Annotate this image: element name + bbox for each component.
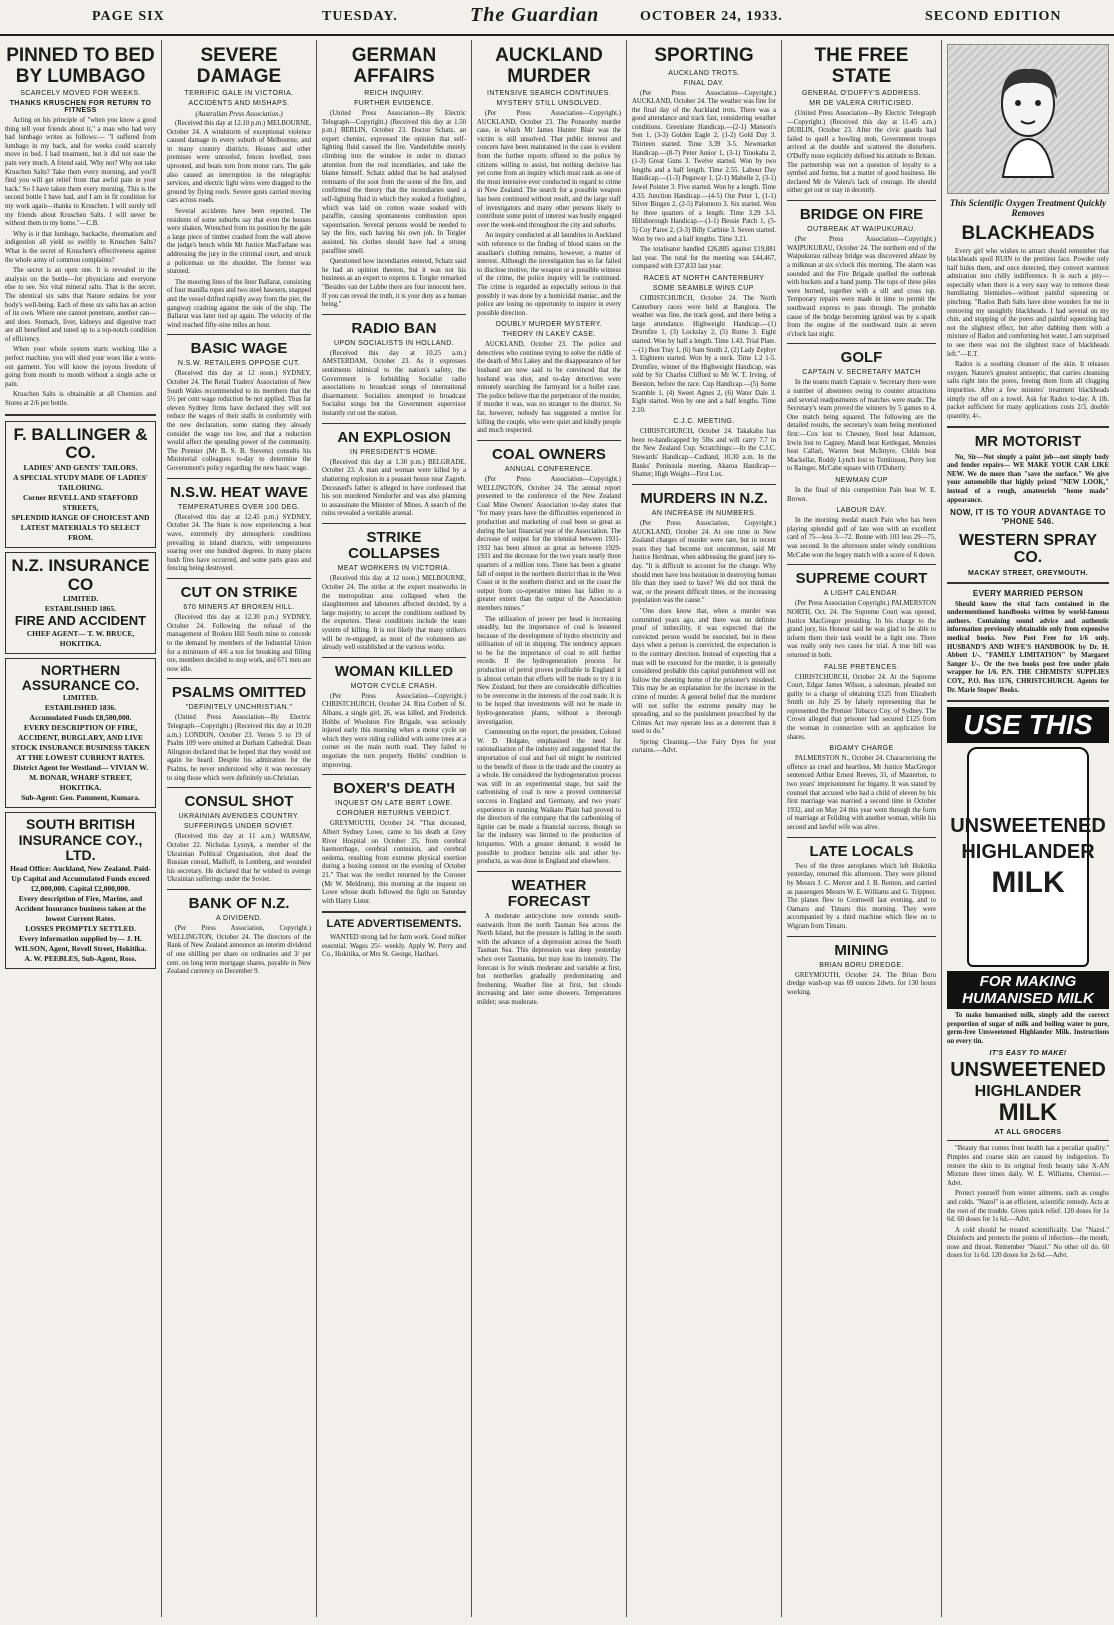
article-text: "One does know that, when a murder was committed years ago, and there was no definite proof of imbecility, it was expected that the convicted person would be executed, but in these days when a person is convicted, the expectation is to the contrary direction. Instead of expecting that a man will be executed for the murder, it is generally considered probable this capital punishment will not follow the sheeting home of the prisoner's misdeed. This may be an explanation for the increase in the crime of murder. A general belief that the murderer will not suffer the extreme penalty may be spreading, and so the punishment prescribed by the Crimes Act may operate less as a deterrent than it used to do." bbox=[632, 607, 776, 736]
article-text: (United Press Association—By Electric Telegraph—Copyright.) (Received this day at 10.20 a.m.) LONDON, October 23. Verses 5 to 19 of Psalm 109 were omitted at Durham Cathedral. Dean Alington declared that he hoped that they would not again be heard. Despite his admiration for the Psalms, he never understood why it was necessary to sing those which were definitely un-Christian. bbox=[167, 714, 311, 782]
ad-logo: UNSWEETENED bbox=[950, 1058, 1106, 1081]
ad-line: Head Office: Auckland, New Zealand. Paid-Up Capital and Accumulated Funds exceed £2,000,000. Capital £2,000,000. bbox=[10, 863, 151, 893]
subheading: A DIVIDEND. bbox=[215, 915, 263, 923]
ad-title: MR MOTORIST bbox=[974, 433, 1082, 451]
date-label: OCTOBER 24, 1933. bbox=[640, 9, 783, 24]
subheading: INTENSIVE SEARCH CONTINUES. bbox=[487, 90, 611, 98]
ad-address: MACKAY STREET, GREYMOUTH. bbox=[967, 569, 1089, 577]
article-text: (Received this day at 12 noon.) MELBOURNE, October 24. The strike at the export meatworks in the metropolitan area collapsed when the slaughtermen and labourers affected decided, by a large majority, to accept the conditions outlined by the exporters. These conditions include the team system of killing. It is not likely that many strikers will be re-engaged, as most of the volunteers are already well established at the various works. bbox=[322, 575, 466, 652]
article-text: (Per Press Association—Copyright.) AUCKLAND, October 24. The weather was fine for the final day of the Auckland trots. There was a good attendance and track fast, considering weather conditions. Greenlane Handicap.—(2-1) Manson's Son 1, (3-3) Golden Eagle 2, (1-2) Gold Day 3. Thirteen started. Time 3.39 3-5. Newmarket Handicap.—(8-7) Peter Junior 1, (3-1) Tinokaha 2, (1-3) Great Guns 3. Twelve started. Won by two lengths and a half length. Time 2.55. Labour Day Handicap.—(1-3) Pegaway 1, (2-1) Mabelle 2, (3-1) Jewel Pointer 3. Five started. Won by a length. Time 4.33. Junction Handicap.—(4-5) Our Peter 1, (1-1) Silver Bingen 2, (2-5) Palomoro 3. Six started. Won by three quarters of a length. Time 3.29 3-5. Hillsborough Handicap.—(1-1) Bessie Patch 1, (5-5) Coy Paree 2, (3-3) Billy Carbine 3. Seven started. Won by two and a half lengths. Time 3.21. bbox=[632, 89, 776, 243]
ad-line: Every information supplied by— J. H. WILSON, Agent, Revell Street, Hokitika. bbox=[14, 933, 147, 953]
subheading: AUCKLAND TROTS. bbox=[668, 69, 740, 77]
masthead bbox=[0, 0, 1114, 36]
headline: COAL OWNERS bbox=[492, 445, 606, 463]
northern-assurance-ad bbox=[5, 658, 156, 809]
subheading: CORONER RETURNS VERDICT. bbox=[336, 810, 452, 818]
article-text: Two of the three aeroplanes which left Hokitika yesterday, returned this afternoon. They were piloted by Messrs J. C. Mercer and J. B. Renton, and carried as passengers Messrs W. E. Williams and G. Trippner. The planes flew to Cromwell last evening, and to Oamaru and Timaru this morning. They were accompanied by a third machine which flew on to Wigram from Timaru. bbox=[787, 862, 936, 930]
subheading: UPON SOCIALISTS IN HOLLAND. bbox=[333, 339, 455, 347]
headline: SEVERE DAMAGE bbox=[196, 45, 282, 87]
subheading: 670 MINERS AT BROKEN HILL. bbox=[183, 604, 295, 612]
ad-text: Radox is a soothing cleanser of the skin. It releases oxygen. Nature's greatest antiseptic, that carries cleansing salts right into the pores, freeing them from all clogging impurities. After a few minutes' treatment blackheads simply rise off on a towel. Ask for Radox to-day. A 1lb. packet sufficient for many applications costs 2/3, double quantity, 4/-. bbox=[947, 361, 1109, 420]
page-number: PAGE SIX bbox=[92, 9, 165, 24]
ad-text: Every girl who wishes to attract should remember that blackheads spoil RUIN to the prettiest face. Powder only half hides them, and once detected, they convert warmest admiration into chilly indifference. It is such a pity—especially when there is a very easy way to remove these humiliating blemishes—without painful squeezing or pinching. "Radox Bath Salts have done wonders for me in removing my unsightly blackheads. I had several on my chin, and stopping of the pores and painful squeezing had not the slightest effect, but after dabbing them with a mixture of Radox and comforting hot water, I am surprised to see there was not the slightest trace of blackheads left."—E.T. bbox=[947, 247, 1109, 358]
article-text: (Received this day at 10.25 a.m.) AMSTERDAM, October 23. As it expresses sentiments inimical to the nation's safety, the Government is forbidding Socialist radio associations to broadcast songs of international disarmament. Socialists attempted to broadcast Socialist songs but the Government supervisor instantly cut out the station. bbox=[322, 349, 466, 418]
subheading: N.S.W. RETAILERS OPPOSE CUT. bbox=[177, 360, 301, 368]
ad-logo: MILK bbox=[998, 1099, 1058, 1127]
ad-line: LADIES' AND GENTS' TAILORS. bbox=[23, 463, 138, 472]
subheading: CAPTAIN V. SECRETARY MATCH bbox=[802, 369, 921, 377]
headline: AN EXPLOSION bbox=[337, 428, 451, 446]
article-text: Spring Cleaning.—Use Fairy Dyes for your curtains.—Advt. bbox=[632, 738, 776, 755]
woman-portrait-illustration bbox=[947, 44, 1109, 194]
subheading: TEMPERATURES OVER 100 DEG. bbox=[178, 503, 300, 511]
article-text: (Per Press Association—Copyright.) AUCKLAND, October 23. The Ponsonby murder case, in which Mr James Hunter Blair was the victim is still unsolved. That public interest and concern have been maintained in the case is evident from the further reports offered to the police by citizens willing to assist, but nothing decisive has yet come from an inquiry which must rank as one of the most intensive ever conducted in regard to crime in New Zealand. The search for a possible weapon has been continued without result, and the large staff of investigators and many other persons likely to contribute some point of interest was busily engaged over the week-end throughout the city and suburbs. bbox=[477, 110, 621, 229]
headline: RADIO BAN bbox=[351, 319, 437, 337]
use-this-banner: USE THIS bbox=[947, 707, 1109, 743]
ad-line: ESTABLISHED 1865. bbox=[44, 604, 117, 614]
column-7 bbox=[942, 40, 1114, 1617]
subheading: OUTBREAK AT WAIPUKURAU. bbox=[807, 226, 916, 234]
column-4 bbox=[472, 40, 627, 1617]
subheading: REICH INQUIRY. bbox=[364, 90, 424, 98]
article-text: (Per Press Association, Copyright.) AUCKLAND, October 24. At one time in New Zealand charges of murder were rare, but in recent years they had become not uncommon, said Mr Justice Herdman, when addressing the grand jury to-day. "It is difficult to account for the change. Why should men have less hesitation in destroying human life than they used to have? We did not think the war, or the present difficult times, or the increasing population was the cause." bbox=[632, 520, 776, 605]
article-text: The secret is an open one. It is revealed in the analysis on the bottle—for physicians and everyone else to see. Six vital mineral salts. That is the secret. The identical six salts that Nature ordains for your body's well-being. Each of these six salts has an action of its own. Where one cannot penetrate, another can—and does. Stomach, liver, kidneys and digestive tract are all benefited and toned up to a top-notch condition of efficiency. bbox=[5, 267, 156, 343]
newspaper-title: The Guardian bbox=[470, 4, 600, 26]
headline: MURDERS IN N.Z. bbox=[640, 489, 768, 507]
ad-line: Accumulated Funds £8,500,000. bbox=[29, 713, 132, 723]
article-text: (Received this day at 11 a.m.) WARSAW, October 22. Nicholas Lysnyk, a member of the Ukrainian Political Organisation, shot dead the Russian consul, Mailloff, in Lemberg, and wounded his secretary. He declared that he wished to avenge Ukrainian sufferings under the Soviet. bbox=[167, 833, 311, 884]
article-text: The totalisator handled £26,885 against £19,881 last year. The total for the meeting was £44,467, compared with £37,833 last year. bbox=[632, 246, 776, 271]
column-5 bbox=[627, 40, 782, 1617]
article-text: (Received this day at 12 noon.) SYDNEY, October 24. The Retail Traders' Association of New South Wales recommended to its members that the 5½ per cent wage reduction be not applied. Thus far eleven Sydney firms have declared they will not reduce the wages of their staffs in conformity with the new declaration, some stating they already consider the wage too low, and that a reduction would affect the spending power of the community. The Premier (Mr B. S. B. Stevens) consults his Ministerial colleagues to-day to determine the Government's policy regarding the new basic wage. bbox=[167, 370, 311, 472]
ad-text: Protect yourself from winter ailments, such as coughs and colds. "Nazol" is an efficient, scientific remedy. Acts at the root of the trouble. Gives quick relief. 120 doses for 1s 6d. 60 doses for 1s 6d.—Advt. bbox=[947, 1190, 1109, 1224]
headline: GOLF bbox=[840, 349, 883, 367]
ad-phone: NOW, IT IS TO YOUR ADVANTAGE TO 'PHONE 546. bbox=[950, 508, 1106, 527]
subheading: INQUEST ON LATE BERT LOWE. bbox=[335, 800, 453, 808]
article-text: (Per Press Association—Copyright.) CHRISTCHURCH, October 24. Rita Corbett of St. Albans, a single girl, 26, was killed, and Frederick Hobbs of Woolston Fire Brigade, was seriously injured early this morning when a motor cycle on which they were riding collided with some trees at a corner on the main north road. They failed to negotiate the turn properly. Hobbs' condition is improving. bbox=[322, 692, 466, 769]
article-text: AUCKLAND, October 23. The police and detectives who continue trying to solve the riddle of the death of Mrs Lakey and the disappearance of her husband are now said to be convinced that the husband was shot, and to-day detectives were minutely searching the farmyard for a bullet case. The police believe that the perpetrator of the murder, if murder it was, was no stranger to the district. So far, however, nobody has suggested a motive for killing the couple, who were quiet and kindly people and much respected. bbox=[477, 341, 621, 435]
article-text: Why is it that lumbago, backache, rheumatism and indigestion all yield so swiftly to Kruschen Salts? What is the secret of Kruschen's effectiveness against the whole army of common complaints? bbox=[5, 230, 156, 264]
headline: THE FREE STATE bbox=[814, 45, 909, 87]
headline: BOXER'S DEATH bbox=[333, 780, 455, 798]
ad-firm: WESTERN SPRAY CO. bbox=[958, 532, 1098, 567]
ad-title: EVERY MARRIED PERSON bbox=[972, 588, 1084, 598]
article-text: Kruschen Salts is obtainable at all Chemists and Stores at 2/6 per bottle. bbox=[5, 391, 156, 408]
subheading: DOUBLY MURDER MYSTERY. bbox=[495, 321, 603, 329]
headline: GERMAN AFFAIRS bbox=[351, 45, 437, 87]
article-text: (Per Press Association—Copyright.) WAIPUKURAU, October 24. The northern end of the Waipukurau railway bridge was discovered ablaze by a milkman at six o'clock this morning. The alarm was sounded and the Fire Brigade quelled the outbreak with buckets and a hand pump. The tops of three piles were burned, together with a sill and cross top. Temporary repairs were made in time to permit the southward express to pass through. The probable cause of the bridge becoming ignited was by a spark from the engine of the southward train at seven o'clock last night. bbox=[787, 236, 936, 338]
headline: LATE LOCALS bbox=[809, 842, 914, 860]
article-text: In the final of this competition Pain beat W. E. Brown. bbox=[787, 487, 936, 503]
article-text: In the teams match Captain v. Secretary there were a number of absentees owing to counter attractions and several readjustments of matches were made. The Secretary's team proved the winners by 5 games to 4. One match being squared. The following are the detailed results, the secretary's team being mentioned first:—Cox lost to Chesney, Steel beat Adamson, Irwin lost to Cagney, Mandl beat Kettlegast, Menzies beat Callari, Warren beat McIntyre, Childs beat Mackellar, Roddy Lynch lost to Tomlinson, Perry lost to Rainger, McCabe square with O'Doherty. bbox=[787, 379, 936, 473]
article-text: Acting on his principle of "when you know a good thing tell your friends about it," a man who had very bad lumbago writes as follows:— "I suffered from lumbago in my back, and for weeks could scarcely move in bed. I had treatment, but it did not ease the pain very much. A friend said, 'Why not? Why not take Kruschen Salts? Take them every morning, and you'll find you will get relief from that awful pain in your back.' So I have taken them every morning. This is the second bottle I have had, and I am in fit condition for my work again—thanks to Kruschen. I will surely tell my friends about Kruschen Salts. I will never be without them in my home."—C.B. bbox=[5, 117, 156, 228]
subheading: A LIGHT CALENDAR. bbox=[823, 590, 900, 598]
ad-text: To make humanised milk, simply add the correct proportion of sugar of milk and boiling water to pure, germ-free Unsweetened Highlander Milk. Instructions on every tin. bbox=[947, 1012, 1109, 1045]
ad-slogan: FOR MAKING HUMANISED MILK bbox=[947, 971, 1109, 1009]
column-1 bbox=[0, 40, 162, 1617]
column-6 bbox=[782, 40, 942, 1617]
classified-ad: WANTED strong lad for farm work. Good milker essential. Wages 25/- weekly. Apply W. Perry and Co., Hokitika, or Mrs St. George, Harihari. bbox=[322, 934, 466, 959]
headline: SPORTING bbox=[654, 45, 754, 66]
subheading: LABOUR DAY. bbox=[836, 507, 887, 515]
headline: BRIDGE ON FIRE bbox=[799, 205, 924, 223]
headline: SUPREME COURT bbox=[795, 570, 928, 588]
article-text: (Received this day at 1.30 p.m.) BELGRADE, October 23. A man and woman were killed by a shattering explosion in a peasant house near Zagreb. Deceased's father is alleged to have confessed that his son murdered Nendorfer and was also planning to assassinate the Minister of Mines. A search of the ruins revealed a veritable arsenal. bbox=[322, 458, 466, 518]
headline: CONSUL SHOT bbox=[184, 793, 294, 811]
article-text: CHRISTCHURCH, October 24. Takakahu has been re-handicapped by 5lbs and will carry 7.7 in the New Zealand Cup. Scratchings:—In the C.J.C. Stewards' Handicap—Cudland, 10.30 a.m. In the Banks' Peninsula meeting, Akaroa Handicap—Shatter; High Weight—First Lux. bbox=[632, 428, 776, 479]
ad-title: BLACKHEADS bbox=[961, 223, 1095, 244]
subheading: "DEFINITELY UNCHRISTIAN." bbox=[185, 704, 293, 712]
can-label: HIGHLANDER bbox=[961, 841, 1095, 864]
ad-subtitle: FIRE AND ACCIDENT bbox=[14, 613, 147, 629]
ad-line: Every description of Fire, Marine, and Accident Insurance business taken at the lowest Current Rates. bbox=[15, 893, 146, 923]
ad-title: F. BALLINGER & CO. bbox=[13, 424, 148, 463]
subheading: AN INCREASE IN NUMBERS. bbox=[651, 510, 757, 518]
article-text: (Per Press Association, Copyright.) WELLINGTON, October 24. The directors of the Bank of New Zealand announce an interim dividend of one shilling per share on ordinaries and 3/ per cent. on long term mortgage shares, payable in New Zealand currency on December 9. bbox=[167, 925, 311, 976]
ad-line: LIMITED. bbox=[62, 594, 99, 604]
subheading: ANNUAL CONFERENCE. bbox=[504, 466, 594, 473]
ad-line: A SPECIAL STUDY MADE OF LADIES' TAILORING. bbox=[13, 473, 148, 492]
article-text: (United Press Association—By Electric Telegraph—Copyright.) (Received this day at 1.50 p.m.) BERLIN, October 23. Doctor Schatz, an expert chemist, expressed the opinion that self-lighting fluid caused the fire. Vanderlubbe merely climbing into the window in order to distract attention from the real incendiaries, and take the blame himself. Schatz added that he had analysed remnants of the soot from the scene of the fire, and confirmed the theory that the incendiaries used a self-lighting fluid in which they soaked a firelighter, which was laid on cotton waste soaked with paraffin, causing spontaneous combustion upon vapourisation. Several persons would be needed to lay the fire, each having his own job. In Torgler assisted, his clothes should have had a strong paraffine smell. bbox=[322, 110, 466, 255]
article-text: (Per Press Association—Copyright.) WELLINGTON, October 24. The annual report presented to the conference of the New Zealand Coal Mine Owners' Association to-day states that "for many years have the difficulties experienced in production and marketing of coal been so great as during the last financial year of the Association. The decrease of output for the triennial between 1931-1932 has been almost as great as between 1929-1931 and the decrease for the two years nearly three quarters of a million tons. There has been a greater fall of output in the northern district than in the West Coast or in the southern district and on the coast the output from co-operative mines has fallen to a greater extent than the output of the Association members mines." bbox=[477, 476, 621, 612]
article-text: In the morning medal match Pain who has been playing splendid golf of late won with an excellent card of 75—less 3—72. Bonne with 103 less 29—75, was second. In the afternoon under windy conditions McCabe won the bogey match with a score of 6 down. bbox=[787, 517, 936, 559]
article-text: (Per Press Association Copyright.) PALMERSTON NORTH, Oct. 24. The Supreme Court was opened, Justice MacGregor presiding. In his charge to the grand jury, his Honour said he was glad to be able to inform them their task would be a light one. There was really only two cases for trial. A true bill was returned in both. bbox=[787, 600, 936, 659]
article-text: Commenting on the report, the president, Colonel W. D. Holgate, emphasised the need for rationalisation of the industry and suggested that the importation of coal and fuel oil might be restricted to the benefit of those in the trade and the country as a whole. He considered the hydrogeneration process was still in an experimental stage, but said the carbonising of coal is now a proved commercial success in England and Germany, and two years' experience in running Waikato Plain had proved to the directors of the company that the carbonising of lignite can be made a financial success, though so far the industry was limited to the production of briquettes. With a greater demand, it would be possible to produce benzine oils and other by-products, as was done in England and elsewhere. bbox=[477, 729, 621, 866]
subheading: FINAL DAY. bbox=[683, 79, 725, 87]
article-text: GREYMOUTH, October 24. "That deceased, Albert Sydney Lowe, came to his death at Grey River Hospital on October 25, from cerebral haemorrhage, cerebral contusion, and cerebral oedema, resulting from extreme physical exertion during a boxing contest on the evening of October 21." That was the verdict returned by the Coroner (Mr W. Meldrum), this morning at the inquest on Lowe whose death followed the fight on Saturday with Harry Lister. bbox=[322, 820, 466, 905]
subheading: ACCIDENTS AND MISHAPS. bbox=[188, 100, 290, 108]
ballinger-ad bbox=[5, 421, 156, 548]
agency-line: (Australian Press Association.) bbox=[195, 110, 283, 119]
milk-can-illustration bbox=[950, 747, 1106, 967]
subheading: MR DE VALERA CRITICISED. bbox=[809, 100, 914, 108]
article-text: The utilisation of power per head is increasing steadily, but the importance of coal is lessened because of the development of hydro electricity and utilisation of oil in shipping. The tendency appears to be for the importance of coal to still further recede. If the hydrogeneration process for production of petrol proves profitable in England it is almost certain that efforts will be made to try it in New Zealand, but there are considerable difficulties to be overcome in the interests of the coal trade. It is to be hoped that investments will not be made in hydro-generation plants, without a thorough investigation. bbox=[477, 615, 621, 726]
article-text: CHRISTCHURCH, October 24. The North Canterbury races were held at Rangiora. The weather was fine, the track good, and there being a large attendance. Highweight Handicap.—(1) Drumfire 1, (3) Lockslay 2, (5) Rumo 3. Eight started. Won by half a length. Time 1.43. Trial Plate.—(1) Bon Tray 1, (6) Sam Smith 2, (2) Lady Zephyr 3. Eighteen started. Won by a neck. Time 1.2 1-5. Drumfire, winner of the Highweight Handicap, was sold by Sir Charles Clifford to Mr W. T. Irving, of Beeston, before the race. Cup Handicap.—(5) Some Scamble 1, (4) Sweet Agnes 2, (6) Water Dale 3. Eight started. Won by one and a half lengths. Time 2.10. bbox=[632, 294, 776, 414]
subheading: MOTOR CYCLE CRASH. bbox=[350, 682, 438, 690]
headline: PINNED TO BED BY LUMBAGO bbox=[6, 45, 155, 87]
ad-line: CHIEF AGENT— T. W. BRUCE, HOKITIKA. bbox=[26, 628, 135, 648]
can-label: UNSWEETENED bbox=[950, 815, 1106, 838]
ad-text: Should know the vital facts contained in the undermentioned handbooks written by world-famous authors. Containing sound advice and authentic information previously obtainable only from expensive medical books. Now Post Free for 1/6 only. HUSBAND'S AND WIFE'S HANDBOOK by Dr. H. Abbott 1/-. "FAMILY LIMITATION" by Margaret Sanger 1/-. Or the two books post free under plain wrapper for 1/6. P.N. THE CHEMISTS' SUPPLIES COY., P.O. Box 1176, CHRISTCHURCH. Agents for Dr. Marie Stopes' Books. bbox=[947, 600, 1109, 694]
headline: PSALMS OMITTED bbox=[171, 684, 307, 702]
ad-text: A cold should be treated scientifically. Use "Nazol." Disinfects and protects the points of infection—the mouth, nose and throat. Remember "Nazol." No other oil do. 60 doses for 1s 6d. 120 doses for 2s 6d.—Advt. bbox=[947, 1226, 1109, 1260]
edition-label: SECOND EDITION bbox=[925, 9, 1062, 24]
headline: N.S.W. HEAT WAVE bbox=[170, 483, 308, 501]
article-text: (Received this day at 12.45 p.m.) SYDNEY, October 24. The State is now experiencing a heat wave, extremely dry atmospheric conditions prevailing in inland districts, with temperatures soaring over one hundred degrees. In many places bush fires have occurred, and some parts grass and fencing being destroyed. bbox=[167, 513, 311, 573]
ad-line: LIMITED. bbox=[62, 693, 99, 703]
article-text: The mooring lines of the liner Ballarat, consisting of four manilla ropes and two steel hawsers, snapped and the vessel drifted rapidly away from the pier, the gangway crashing against the side of the ship. The Ballarat was later tied up again. The velocity of the wind reached fifty-nine miles an hour. bbox=[167, 278, 312, 329]
article-text: An inquiry conducted at all laundries in Auckland with reference to the finding of blood stains on the assailant's clothing remains, however, a matter of interest. Although the investigation has so far failed to disclose motive, the weapon or a possible witness of the crime, the police inquiry will be continued. The crime is regarded as especially serious in that possibly it was done by a homicidal maniac, and the police are losing no opportunity to inquire in every possible direction. bbox=[477, 232, 621, 317]
can-label: MILK bbox=[991, 866, 1065, 900]
day-label: TUESDAY. bbox=[322, 9, 398, 24]
ad-logo: HIGHLANDER bbox=[974, 1083, 1082, 1101]
article-text: Several accidents have been reported. The residents of some suburbs say that even the houses were shaken. Wrenched from its position by the gale a large piece of timber crashed from the wall above the judge's bench while Mr Justice MacFarlane was addressing the jury in the criminal court, and struck a policeman on the shoulder. The former was stunned. bbox=[167, 207, 311, 276]
subheading: SOME SEAMBLE WINS CUP. bbox=[652, 284, 756, 292]
column-2 bbox=[162, 40, 317, 1617]
ad-tagline: IT'S EASY TO MAKE! bbox=[989, 1049, 1067, 1057]
headline: AUCKLAND MURDER bbox=[495, 45, 603, 87]
headline: WOMAN KILLED bbox=[334, 662, 454, 680]
subheading: BRIAN BORU DREDGE. bbox=[819, 961, 904, 969]
ad-line: SPLENDID RANGE OF CHOICEST AND LATEST MATERIALS TO SELECT FROM. bbox=[11, 513, 150, 542]
subheading: UKRAINIAN AVENGES COUNTRY. bbox=[178, 813, 300, 821]
headline: MINING bbox=[834, 941, 889, 959]
ad-line: A. W. PEEBLES, Sub-Agent, Ross. bbox=[24, 953, 137, 963]
ad-title: N.Z. INSURANCE CO bbox=[11, 556, 150, 594]
article-text: (United Press Association—By Electric Telegraph—Copyright.) (Received this day at 11.45 a.m.) DUBLIN, October 23. After the civic guards had failed to quell a howling mob, Government troops arrived at the double and scattered the disturbers. O'Duffy more explicitly defined his attitude to Britain. The partnership was not a question of loyalty to a symbol and forms, but a matter of good business. He declared Mr de Valera's lack of courage. He should either get out or stay in decently. bbox=[787, 110, 936, 195]
subheading: TERRIFIC GALE IN VICTORIA. bbox=[184, 90, 294, 98]
article-text: When your whole system starts working like a perfect machine, you will shed your woes like a worn-out garment. You will know the joyous freedom of going from month to month without a single ache or pain. bbox=[5, 346, 156, 388]
article-text: CHRISTCHURCH, October 24. At the Supreme Court, Edgar James Wilson, a salesman, pleaded not guilty to a charge of obtaining £125 from Elizabeth Smith on July 25 by falsely representing that he represented the Premier Tobacco Coy. of Sydney. The Crown alleged that prisoner had secured £125 from the woman in connection with an application for shares. bbox=[787, 673, 936, 741]
ad-line: LOSSES PROMPTLY SETTLED. bbox=[25, 923, 136, 933]
article-text: (Received this day at 12.30 p.m.) SYDNEY, October 24. Following the refusal of the management of Broken Hill South mine to concede to the demand by members of the Industrial Union for a minimum of 4/6 a ton for breaking and filling ore, members decided to stop work, and 671 men are now idle. bbox=[167, 614, 312, 673]
headline: LATE ADVERTISEMENTS. bbox=[326, 918, 462, 931]
ad-line: Sub-Agent: Geo. Pamment, Kumara. bbox=[21, 793, 140, 803]
column-3 bbox=[317, 40, 472, 1617]
article-text: GREYMOUTH, October 24. The Brian Boru dredge wash-up was 69 ounces 2dwts. for 130 hours working. bbox=[787, 971, 936, 996]
headline: WEATHER FORECAST bbox=[507, 876, 591, 910]
ad-line: ESTABLISHED 1836. bbox=[44, 703, 117, 713]
headline: BANK OF N.Z. bbox=[188, 894, 290, 912]
ad-text: "Beauty that comes from health has a peculiar quality." Pimples and coarse skin are caused by indigestion. To restore the skin to its original fresh beauty take X-AN Mixture three times daily. W. E. Williams, Chemist.—Advt. bbox=[947, 1145, 1109, 1187]
ad-caption: This Scientific Oxygen Treatment Quickly Removes bbox=[949, 198, 1107, 218]
headline: STRIKE COLLAPSES bbox=[348, 528, 440, 563]
nz-insurance-ad bbox=[5, 552, 156, 654]
subheading: BIGAMY CHARGE bbox=[829, 745, 894, 753]
subheading: FALSE PRETENCES. bbox=[824, 663, 899, 671]
subheading: GENERAL O'DUFFY'S ADDRESS. bbox=[801, 90, 921, 98]
woman-portrait-icon bbox=[983, 59, 1073, 179]
ad-line: District Agent for Westland— VIVIAN W. M. BONAR, WHARF STREET, HOKITIKA. bbox=[12, 763, 148, 793]
article-text: (Received this day at 12.10 p.m.) MELBOURNE, October 24. A windstorm of exceptional violence caused damage in every suburb of Melbourne, and in many country districts. Houses and other premises were unroofed, fences levelled, trees uprooted, and boats torn from motor cars. The gale also caused an interruption in the telegraphic services, and electric light wires were dragged to the ground by flying roofs. Severe gusts carried moving cars across roads. bbox=[167, 120, 311, 205]
subheading: C.J.C. MEETING. bbox=[673, 418, 735, 426]
ad-line: Corner REVELL AND STAFFORD STREETS, bbox=[23, 493, 138, 512]
subheading: MYSTERY STILL UNSOLVED. bbox=[496, 100, 602, 108]
ad-grocers: AT ALL GROCERS bbox=[994, 1129, 1062, 1137]
headline: CUT ON STRIKE bbox=[180, 583, 298, 601]
south-british-ad bbox=[5, 812, 156, 968]
ad-text: No, Sir—Not simply a paint job—not simply body and fender repairs— WE MAKE YOUR CAR LIKE NEW. We do more than "save the surface." We give your automobile that highly prized "NEW LOOK," instead of a rough, amateurish "home made" appearance. bbox=[947, 453, 1109, 504]
article-text: Questioned how incendiaries entered, Schatz said he had an opinion thereon, but it was not his business as an expert to express it. Torgler remarked "Besides van der Lubbe there are four innocent here. If you can reveal the truth, it is your duty as a human being." bbox=[322, 258, 467, 309]
ad-title: NORTHERN ASSURANCE CO. bbox=[21, 661, 140, 694]
subheading: THEORY IN LAKEY CASE. bbox=[502, 331, 596, 339]
headline: BASIC WAGE bbox=[190, 340, 288, 358]
subheading: FURTHER EVIDENCE. bbox=[354, 100, 434, 108]
ad-title: SOUTH BRITISH INSURANCE COY., LTD. bbox=[18, 816, 143, 864]
subheading: IN PRESIDENT'S HOME. bbox=[350, 448, 438, 456]
article-text: A moderate anticyclone now extends south-eastwards from the north Tasman Sea across the North Island, but the pressure is falling in the south with the advance of a depression across the South Tasman Sea. This depression was deep yesterday when over Tasmania, but may lose its intensity. The forecast is for winds moderate and variable at first, but northerlies gradually predominating and freshening. Weather fine at first, but clouds increasing and later some showers. Temperatures milder; seas moderate. bbox=[477, 913, 621, 1007]
subheading: THANKS KRUSCHEN FOR RETURN TO FITNESS bbox=[9, 100, 152, 115]
article-text: PALMERSTON N., October 24. Characterising the offence as cruel and heartless, Mr Justice MacGregor sentenced Arthur Ernest Reeves, 31, of Masterton, to two years' imprisonment for bigamy. It was stated by counsel that accused who had a child of eleven by his first marriage was married a second time in October 1932, and on May 24 this year went through the form of marriage at Feilding with another woman, while his second and lawful wife was alive. bbox=[787, 755, 936, 831]
subheading: RACES AT NORTH CANTERBURY bbox=[643, 274, 765, 282]
subheading: SUFFERINGS UNDER SOVIET. bbox=[183, 823, 295, 831]
subheading: MEAT WORKERS IN VICTORIA. bbox=[337, 565, 451, 573]
subheading: SCARCELY MOVED FOR WEEKS. bbox=[20, 90, 141, 98]
ad-line: EVERY DESCRIPTION OF FIRE, ACCIDENT, BURGLARY, AND LIVE STOCK INSURANCE BUSINESS TAKEN AT THE LOWEST CURRENT RATES. bbox=[11, 723, 150, 763]
subheading: NEWMAN CUP bbox=[835, 477, 888, 484]
